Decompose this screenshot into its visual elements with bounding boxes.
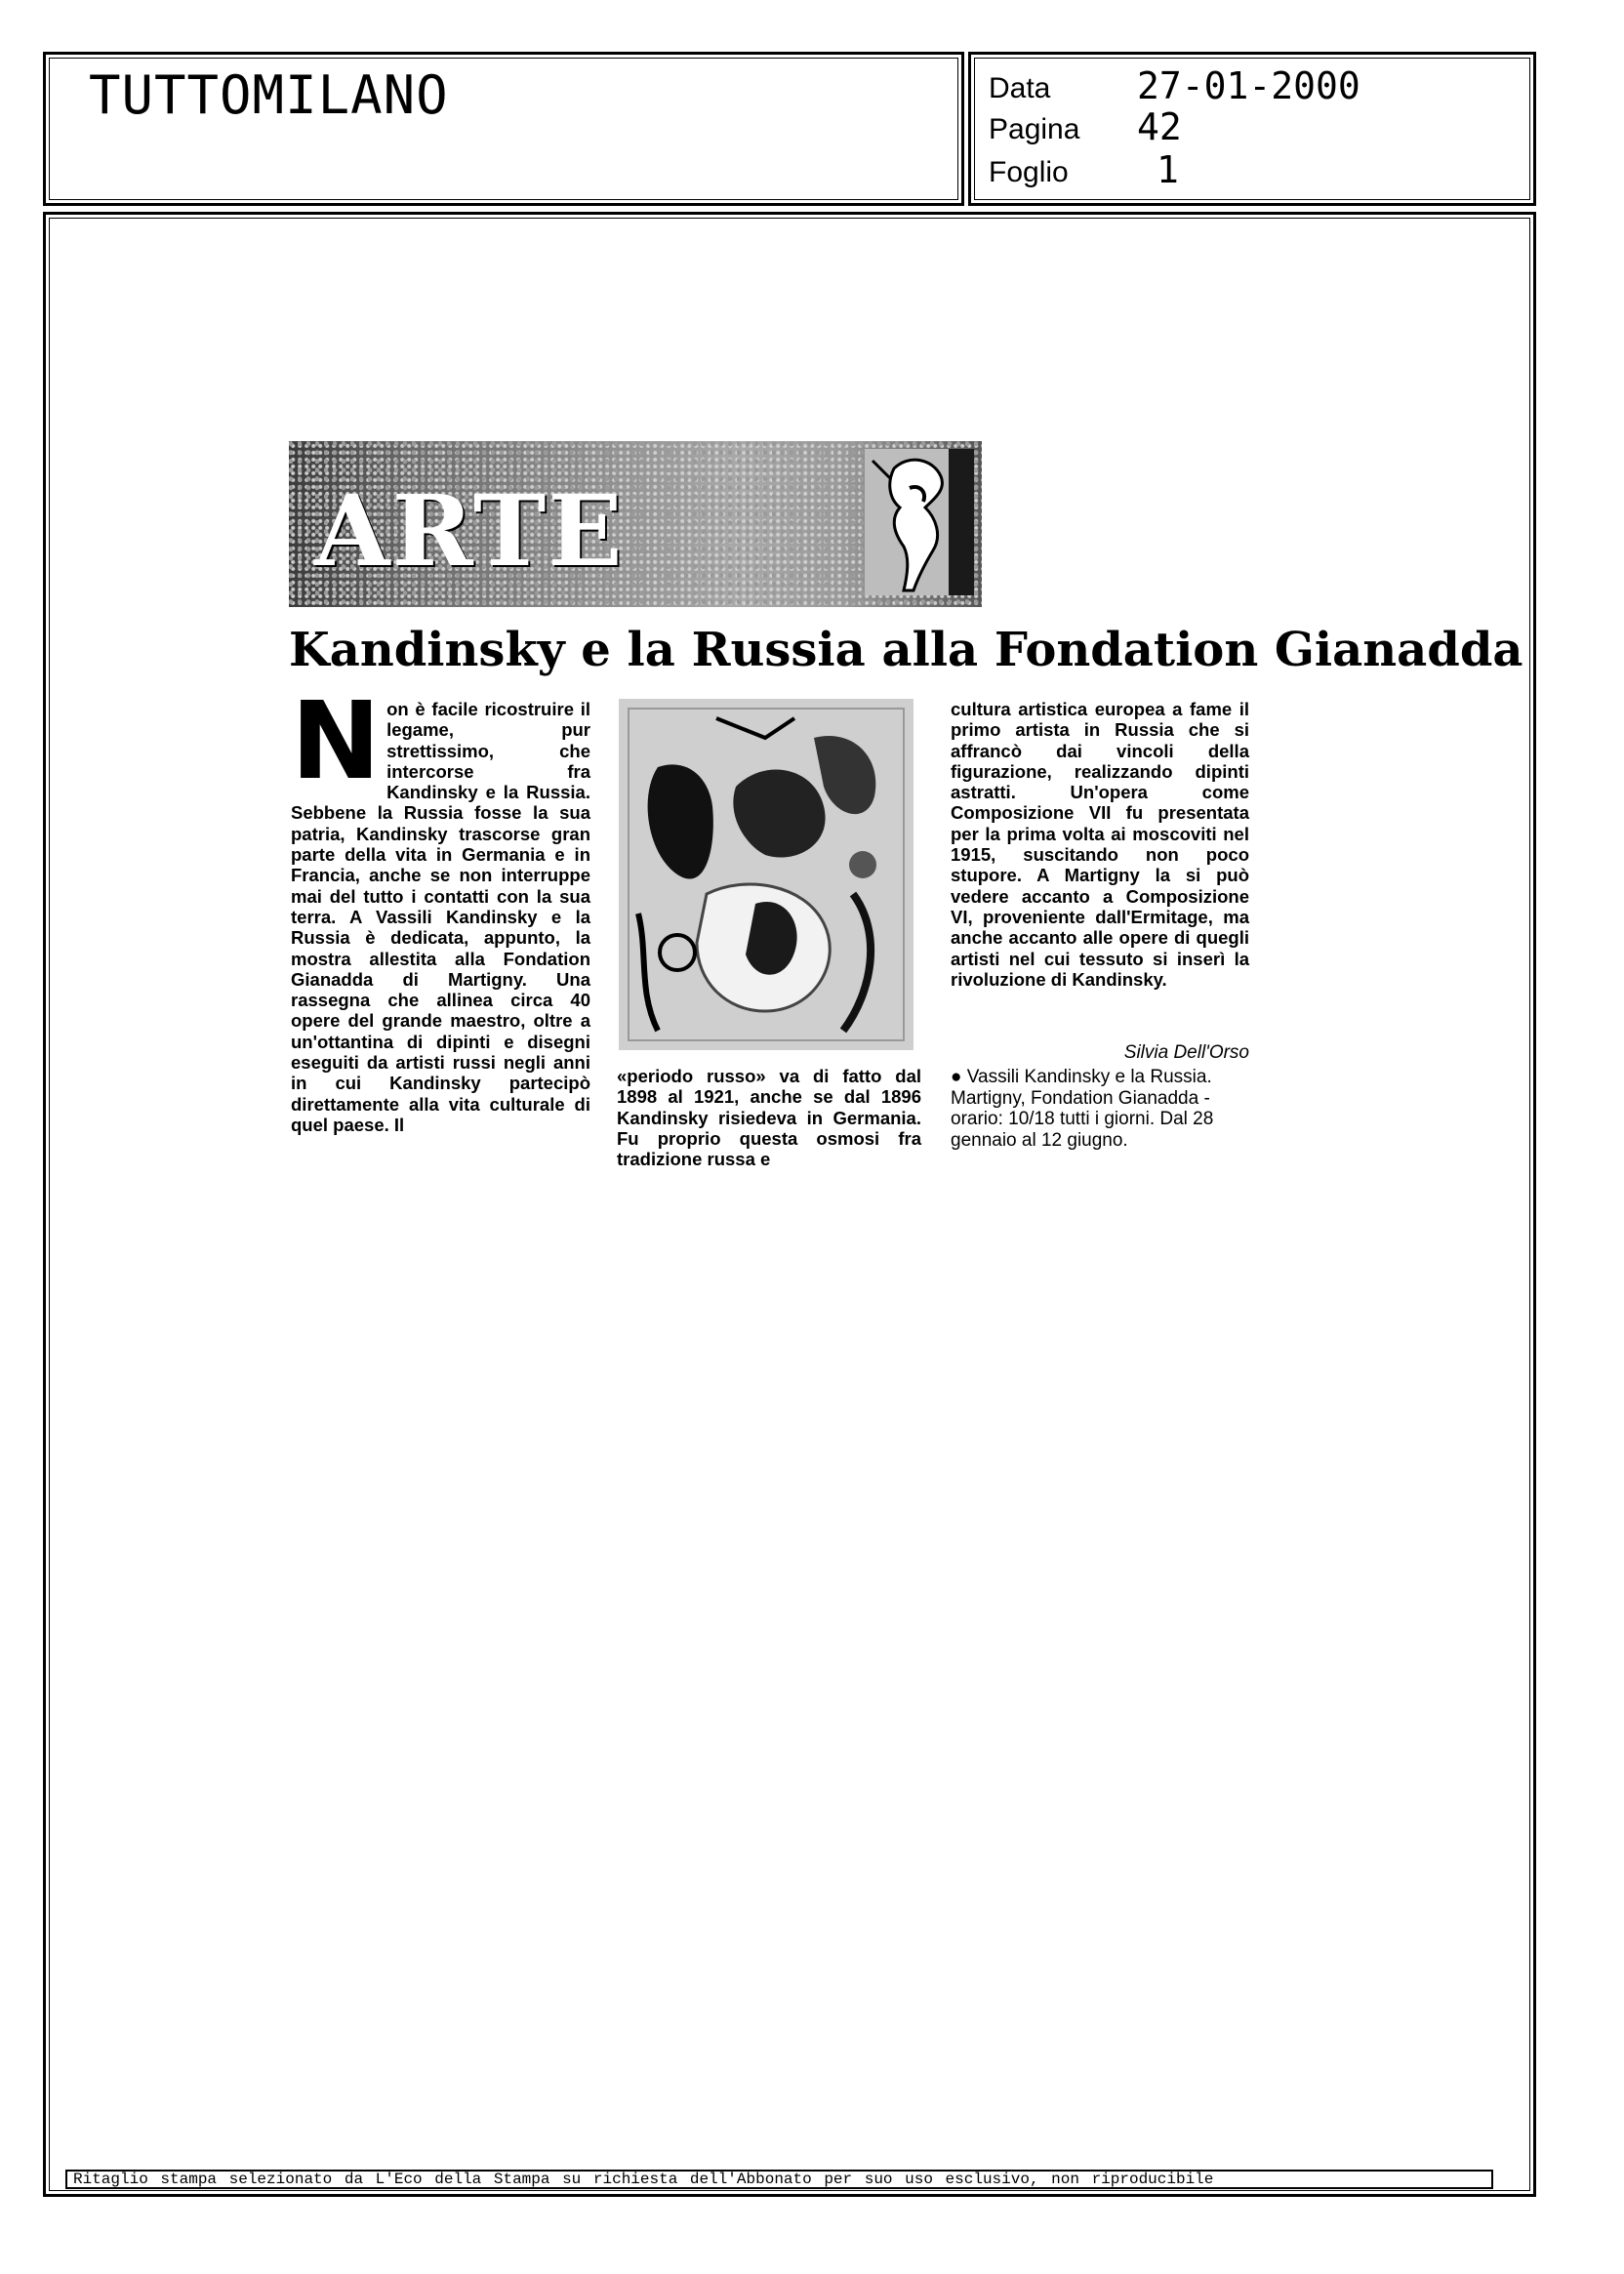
article-column-1: [291, 678, 590, 1135]
sheet-value: 1: [1157, 148, 1179, 191]
kandinsky-painting-photo: [619, 699, 914, 1050]
article-column-2: «periodo russo» va di fatto dal 1898 al 1921, anche se dal 1896 Kandinsky risiedeva in Germania. Fu proprio questa osmosi fra tradizione russa e: [617, 1066, 921, 1170]
exhibition-info: ● Vassili Kandinsky e la Russia. Martigny, Fondation Gianadda - orario: 10/18 tutti i giorni. Dal 28 gennaio al 12 giugno.: [951, 1067, 1214, 1151]
dancer-figure-icon: [865, 449, 974, 595]
section-banner: [289, 441, 982, 607]
article-column-3: cultura artistica europea a fame il primo artista in Russia che si affrancò dai vincoli della figurazione, realizzando dipinti astratti. Un'opera come Composizione VII fu presentata per la prima volta ai moscoviti nel 1915, suscitando non poco stupore. A Martigny la si può vedere accanto a Composizione VI, proveniente dall'Ermitage, ma anche accanto alle opere di quegli artisti nel cui tessuto si inserì la rivoluzione di Kandinsky.: [951, 699, 1249, 990]
page-label: Pagina: [989, 113, 1080, 145]
section-title: ARTE: [314, 473, 625, 589]
date-value: 27-01-2000: [1137, 64, 1360, 107]
article-headline: Kandinsky e la Russia alla Fondation Gianadda: [289, 623, 1523, 677]
metadata-box: [968, 52, 1536, 206]
clipping-notice: Ritaglio stampa selezionato da L'Eco della Stampa su richiesta dell'Abbonato per suo uso esclusivo, non riproducibile: [65, 2170, 1493, 2189]
sheet-label: Foglio: [989, 156, 1069, 188]
date-label: Data: [989, 72, 1051, 104]
painting-image-icon: [619, 699, 914, 1050]
author-byline: Silvia Dell'Orso: [1123, 1042, 1249, 1063]
page-value: 42: [1137, 105, 1182, 148]
column-1-text: on è facile ricostruire il legame, pur strettissimo, che intercorse fra Kandinsky e la Russia. Sebbene la Russia fosse la sua patria, Kandinsky trascorse gran parte della vita in Germania e in Francia, anche se non interruppe mai del tutto i contatti con la sua terra. A Vassili Kandinsky e la Russia è dedicata, appunto, la mostra allestita alla Fondation Gianadda di Martigny. Una rassegna che allinea circa 40 opere del grande maestro, oltre a un'ottantina di dipinti e disegni eseguiti da artisti russi negli anni in cui Kandinsky partecipò direttamente alla vita culturale di quel paese. Il: [291, 699, 590, 1135]
drop-cap: N: [291, 678, 382, 803]
masthead-box: [43, 52, 964, 206]
masthead: TUTTOMILANO: [89, 64, 449, 126]
